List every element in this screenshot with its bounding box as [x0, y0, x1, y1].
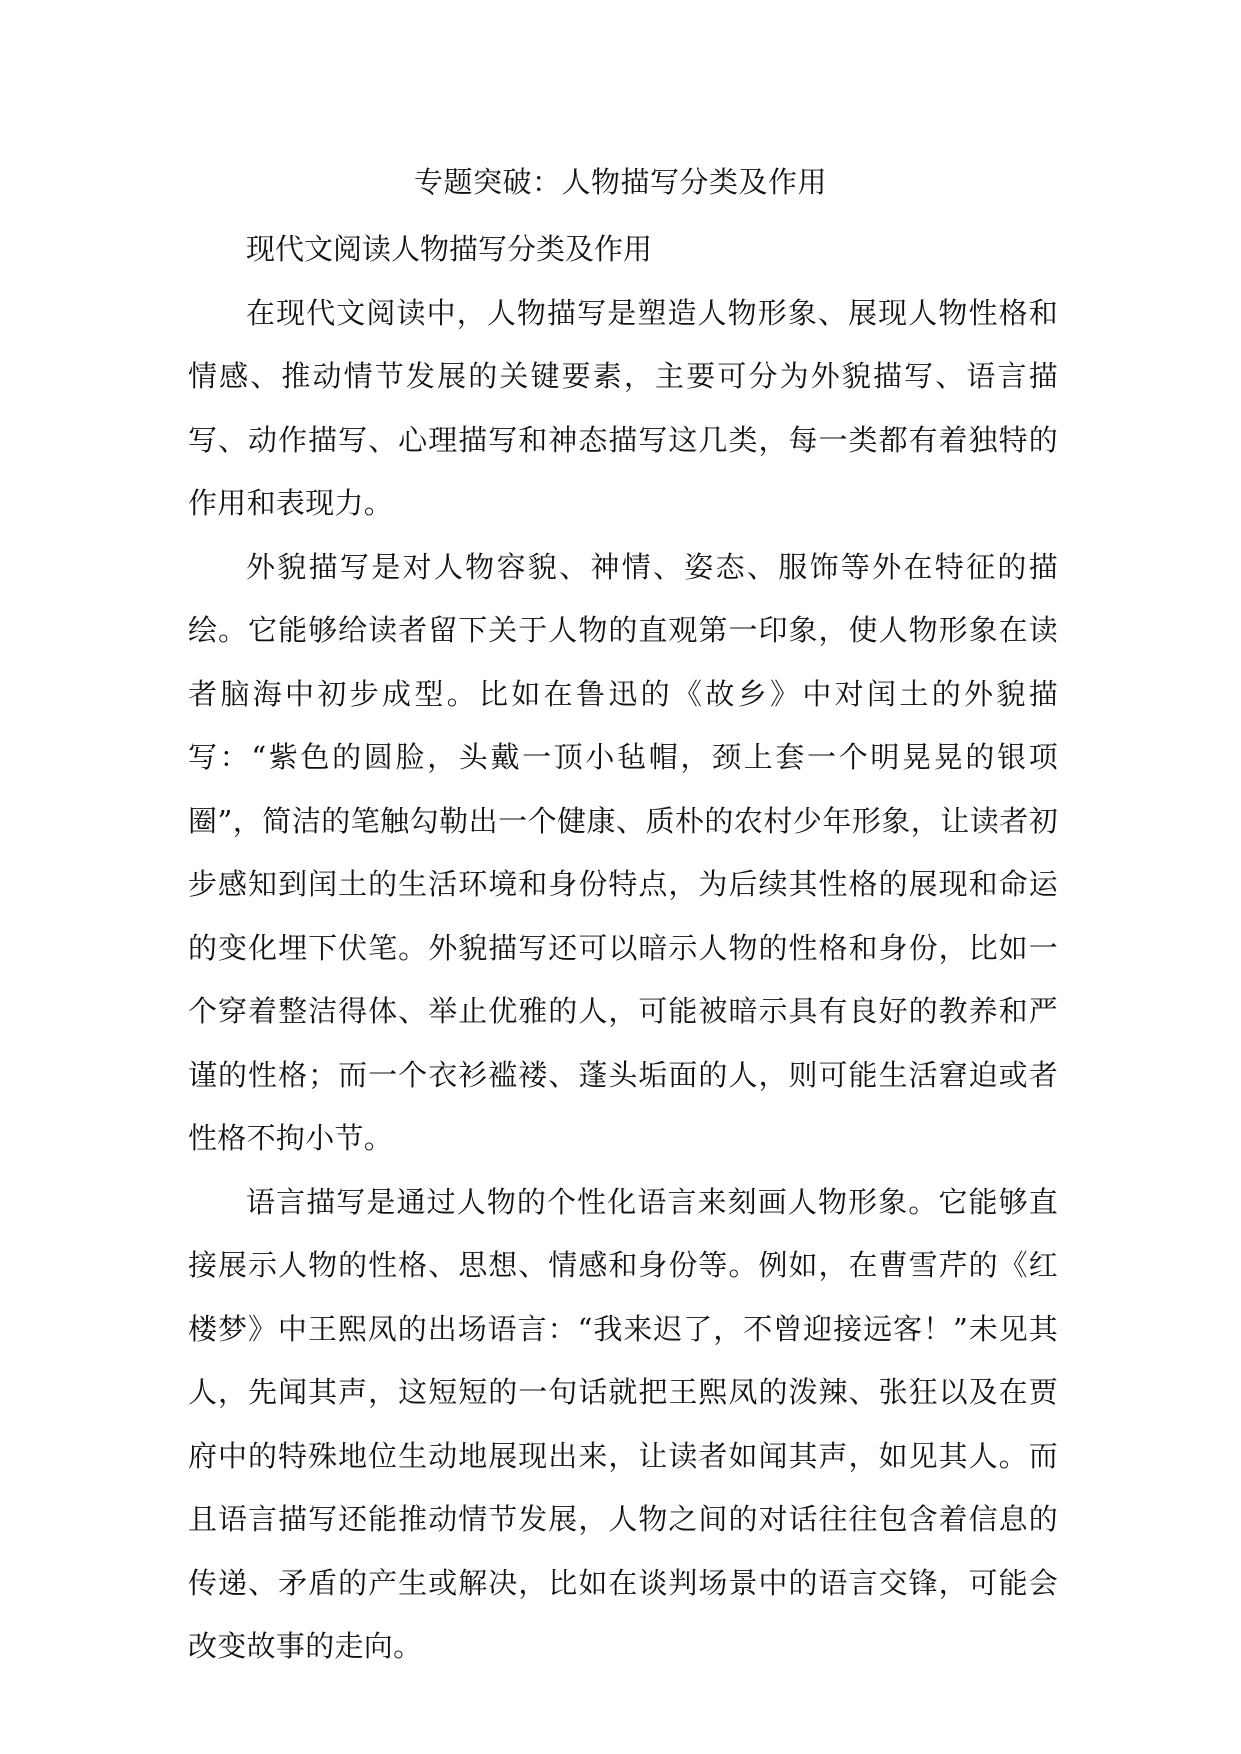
page-title: 专题突破：人物描写分类及作用 — [413, 165, 827, 199]
paragraph-language: 语言描写是通过人物的个性化语言来刻画人物形象。它能够直接展示人物的性格、思想、情感和身份等。例如，在曹雪芹的《红楼梦》中王熙凤的出场语言：“我来迟了，不曾迎接远客！”未见其人，先闻其声，这短短的一句话就把王熙凤的泼辣、张狂以及在贾府中的特殊地位生动地展现出来，让读者如闻其声，如见其人。而且语言描写还能推动情节发展，人物之间的对话往往包含着信息的传递、矛盾的产生或解决，比如在谈判场景中的语言交锋，可能会改变故事的走向。 — [188, 1184, 1058, 1663]
paragraph-appearance: 外貌描写是对人物容貌、神情、姿态、服饰等外在特征的描绘。它能够给读者留下关于人物的直观第一印象，使人物形象在读者脑海中初步成型。比如在鲁迅的《故乡》中对闰土的外貌描写：“紫色的圆脸，头戴一顶小毡帽，颈上套一个明晃晃的银项圈”，简洁的笔触勾勒出一个健康、质朴的农村少年形象，让读者初步感知到闰土的生活环境和身份特点，为后续其性格的展现和命运的变化埋下伏笔。外貌描写还可以暗示人物的性格和身份，比如一个穿着整洁得体、举止优雅的人，可能被暗示具有良好的教养和严谨的性格；而一个衣衫褴褛、蓬头垢面的人，则可能生活窘迫或者性格不拘小节。 — [188, 549, 1058, 1155]
paragraph-intro: 在现代文阅读中，人物描写是塑造人物形象、展现人物性格和情感、推动情节发展的关键要素，主要可分为外貌描写、语言描写、动作描写、心理描写和神态描写这几类，每一类都有着独特的作用和表现力。 — [188, 295, 1058, 520]
document-body — [188, 218, 1058, 1679]
section-subtitle: 现代文阅读人物描写分类及作用 — [246, 232, 653, 266]
